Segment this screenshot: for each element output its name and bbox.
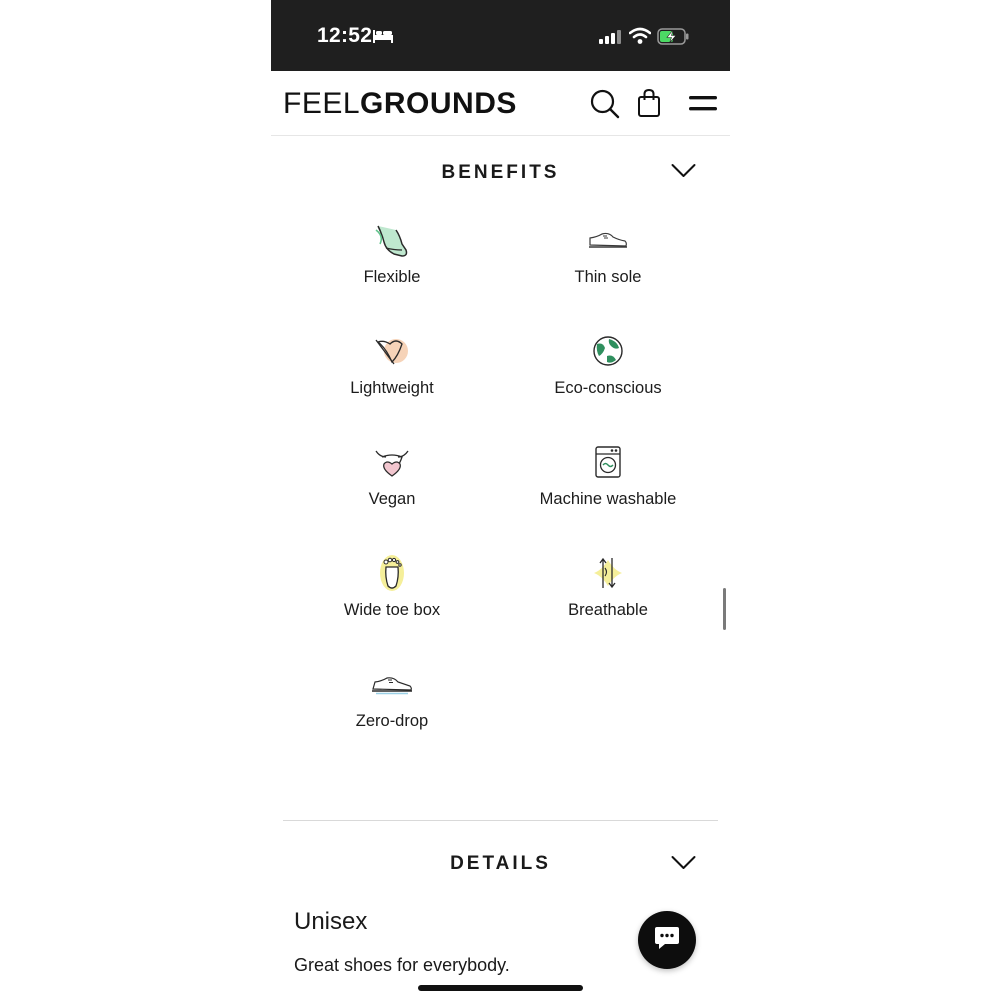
- zero-drop-shoe-icon: [284, 664, 500, 704]
- feather-icon: [284, 331, 500, 371]
- logo-bold-part: GROUNDS: [360, 87, 517, 120]
- benefit-eco-conscious: [500, 331, 716, 398]
- benefit-machine-washable: [500, 442, 716, 509]
- status-bar: [271, 0, 730, 71]
- benefit-zero-drop: [284, 664, 500, 731]
- feelgrounds-logo[interactable]: [283, 87, 517, 121]
- scroll-indicator[interactable]: [723, 588, 726, 630]
- wifi-icon: [629, 27, 651, 50]
- benefit-label: Breathable: [568, 601, 648, 619]
- benefit-lightweight: [284, 331, 500, 398]
- details-subtitle: Unisex: [294, 908, 368, 935]
- details-accordion-title[interactable]: DETAILS: [450, 853, 551, 874]
- thin-sole-shoe-icon: [500, 220, 716, 260]
- benefit-label: Lightweight: [350, 379, 434, 397]
- cow-heart-icon: [284, 442, 500, 482]
- home-indicator[interactable]: [418, 985, 583, 991]
- chat-bubble-icon: [653, 925, 681, 956]
- chevron-down-icon[interactable]: [671, 163, 696, 184]
- washing-machine-icon: [500, 442, 716, 482]
- cellular-signal-icon: [599, 30, 621, 49]
- flexible-foot-icon: [284, 220, 500, 260]
- globe-icon: [500, 331, 716, 371]
- phone-screen: [271, 0, 730, 1000]
- chat-button[interactable]: [638, 911, 696, 969]
- benefit-wide-toe-box: [284, 553, 500, 620]
- benefit-vegan: [284, 442, 500, 509]
- airflow-icon: [500, 553, 716, 593]
- benefit-label: Wide toe box: [343, 601, 441, 619]
- chevron-down-icon[interactable]: [671, 855, 696, 876]
- benefit-label: Eco-conscious: [554, 379, 662, 397]
- benefit-flexible: [284, 220, 500, 287]
- benefit-breathable: [500, 553, 716, 620]
- logo-light-part: FEEL: [283, 87, 361, 120]
- battery-charging-icon: [657, 28, 689, 50]
- section-divider: [283, 820, 718, 821]
- shopping-bag-icon[interactable]: [637, 88, 661, 123]
- site-header: [271, 71, 730, 136]
- search-icon[interactable]: [590, 89, 620, 124]
- hamburger-menu-icon[interactable]: [688, 95, 718, 118]
- status-time: 12:52: [317, 24, 373, 47]
- benefit-thin-sole: [500, 220, 716, 287]
- details-description: Great shoes for everybody.: [294, 955, 510, 975]
- benefit-label: Vegan: [368, 490, 416, 508]
- benefit-label: Flexible: [363, 268, 421, 286]
- benefits-accordion-title[interactable]: BENEFITS: [441, 162, 560, 183]
- benefit-label: Zero-drop: [355, 712, 429, 730]
- footprint-icon: [284, 553, 500, 593]
- benefit-label: Thin sole: [574, 268, 642, 286]
- bed-icon: [372, 28, 394, 49]
- benefit-label: Machine washable: [539, 490, 677, 508]
